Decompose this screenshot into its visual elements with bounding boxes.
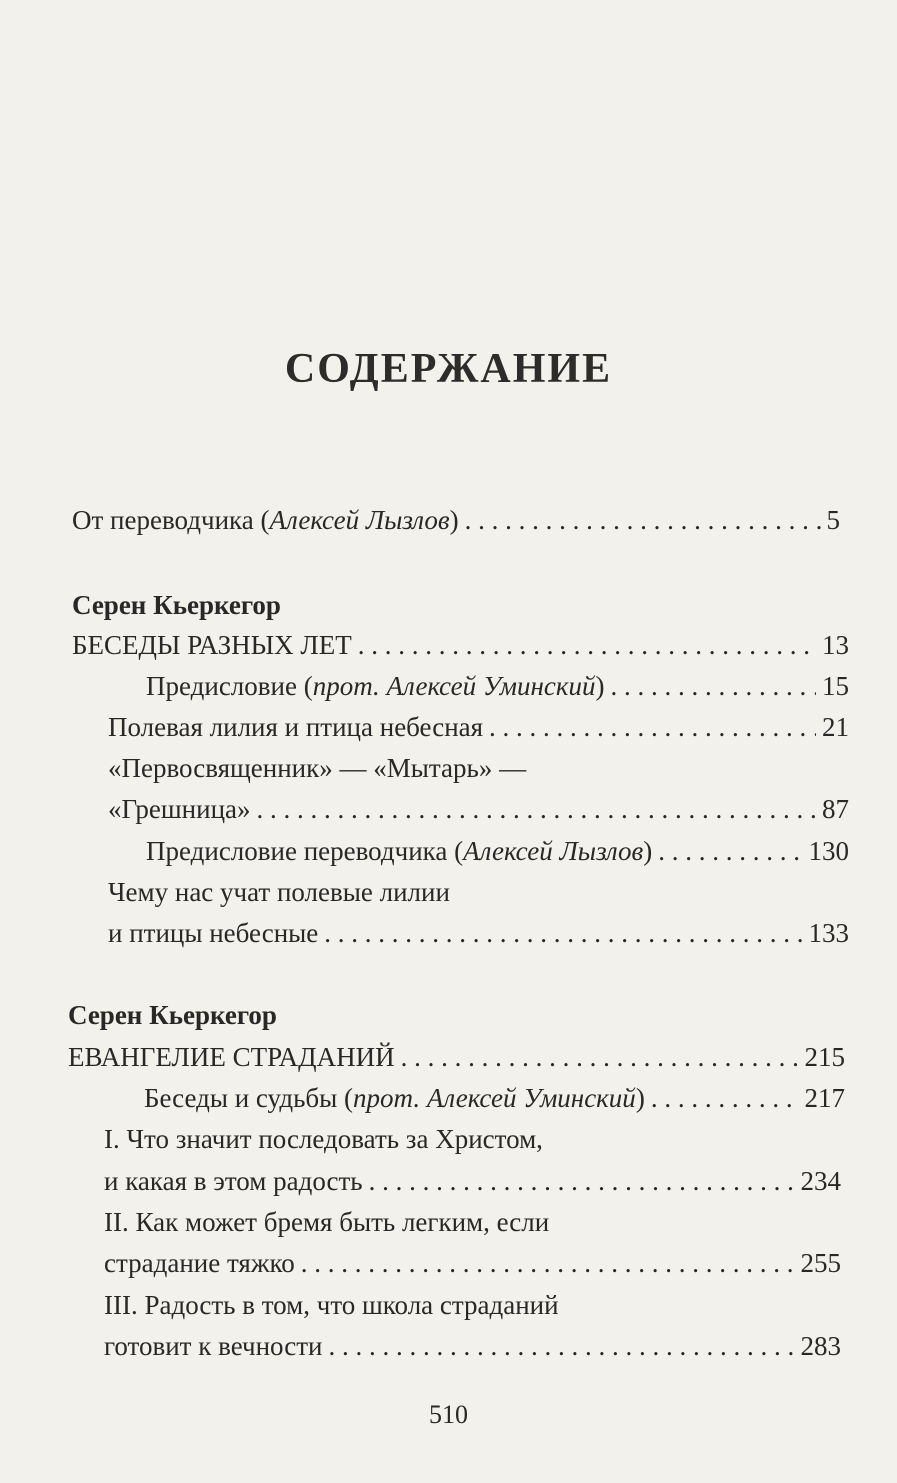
entry-title: Предисловие переводчика (Алексей Лызлов) — [146, 836, 653, 866]
toc-entry — [146, 671, 849, 702]
page-number: 217 — [804, 1083, 845, 1113]
entry-title: и какая в этом радость — [104, 1166, 363, 1196]
entry-title-line: Чему нас учат полевые лилии — [108, 877, 450, 907]
entry-title: От переводчика (Алексей Лызлов) — [72, 505, 459, 535]
entry-title: ЕВАНГЕЛИЕ СТРАДАНИЙ — [68, 1042, 395, 1072]
page-title: СОДЕРЖАНИЕ — [284, 346, 613, 392]
entry-title: Беседы и судьбы (прот. Алексей Уминский) — [144, 1083, 645, 1113]
toc-entry — [104, 1331, 841, 1362]
leader-dots — [401, 1042, 799, 1073]
toc-entry — [108, 712, 849, 743]
toc-entry — [72, 505, 840, 536]
page-number: 215 — [804, 1042, 845, 1072]
author-heading: Серен Кьеркегор — [72, 590, 281, 620]
leader-dots — [658, 836, 802, 867]
page-number: 133 — [808, 918, 849, 948]
page-number: 15 — [822, 671, 849, 701]
page-number: 283 — [800, 1331, 841, 1361]
entry-title: БЕСЕДЫ РАЗНЫХ ЛЕТ — [72, 630, 352, 660]
toc-entry — [108, 918, 849, 949]
toc-entry — [146, 836, 849, 867]
leader-dots — [489, 712, 816, 743]
entry-title: Полевая лилия и птица небесная — [108, 712, 484, 742]
page-folio: 510 — [429, 1400, 468, 1429]
toc-entry — [104, 1248, 841, 1279]
entry-title: готовит к вечности — [104, 1331, 323, 1361]
page-number: 21 — [822, 712, 849, 742]
page-number: 87 — [822, 794, 849, 824]
toc-entry — [68, 1042, 845, 1073]
entry-title: страдание тяжко — [104, 1248, 295, 1278]
leader-dots — [324, 918, 802, 949]
toc-entry — [72, 630, 849, 661]
leader-dots — [610, 671, 816, 702]
toc-entry — [108, 794, 849, 825]
leader-dots — [465, 505, 821, 536]
page-number: 255 — [800, 1248, 841, 1278]
page-number: 13 — [822, 630, 849, 660]
leader-dots — [301, 1248, 795, 1279]
page-number: 234 — [800, 1166, 841, 1196]
entry-title: и птицы небесные — [108, 918, 319, 948]
toc-entry — [144, 1083, 845, 1114]
entry-title-line: II. Как может бремя быть легким, если — [104, 1207, 550, 1237]
entry-title-line: «Первосвященник» — «Мытарь» — — [108, 753, 527, 783]
leader-dots — [651, 1083, 799, 1114]
page-number: 130 — [808, 836, 849, 866]
entry-title-line: III. Радость в том, что школа страданий — [104, 1290, 559, 1320]
leader-dots — [328, 1331, 794, 1362]
author-heading: Серен Кьеркегор — [68, 1000, 277, 1030]
leader-dots — [257, 794, 816, 825]
entry-title: «Грешница» — [108, 794, 251, 824]
entry-title-line: I. Что значит последовать за Христом, — [104, 1124, 543, 1154]
leader-dots — [369, 1166, 795, 1197]
page-number: 5 — [826, 505, 840, 535]
toc-entry — [104, 1166, 841, 1197]
entry-title: Предисловие (прот. Алексей Уминский) — [146, 671, 605, 701]
leader-dots — [358, 630, 816, 661]
